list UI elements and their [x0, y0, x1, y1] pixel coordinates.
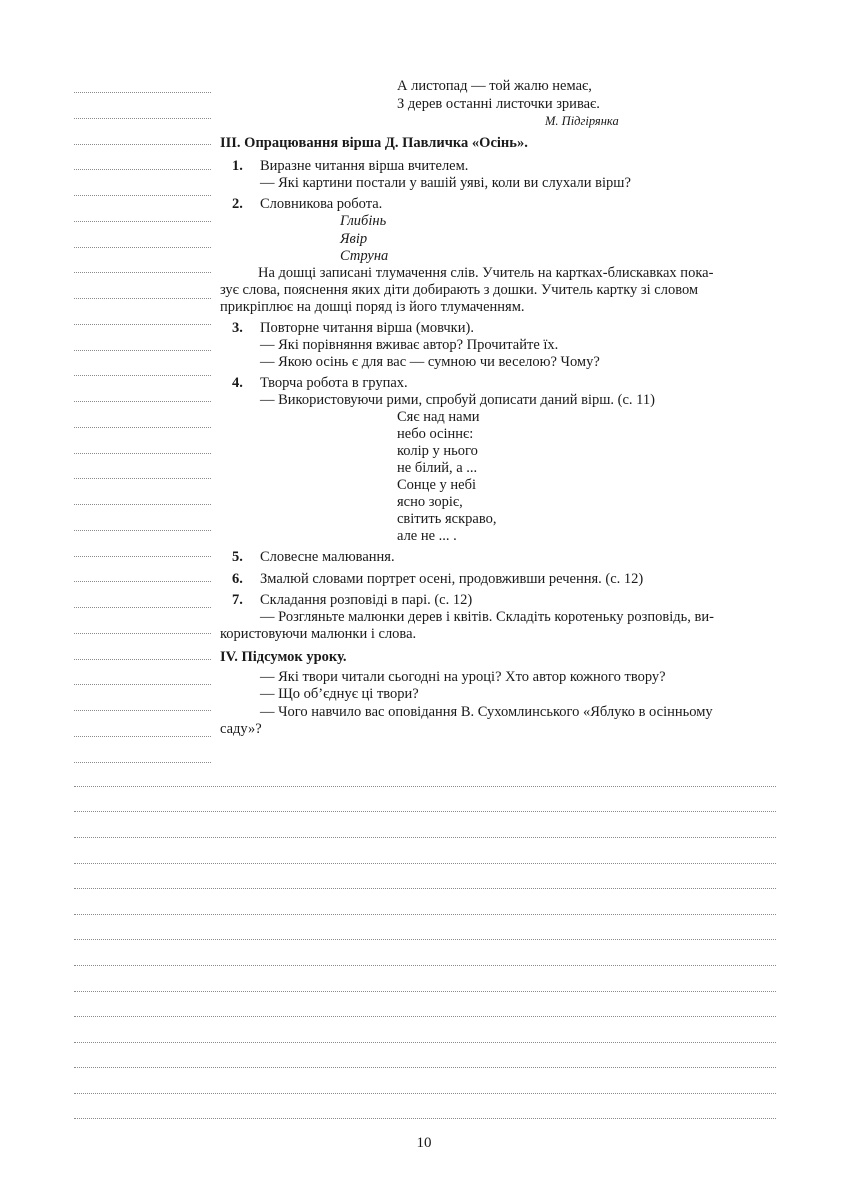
margin-line — [74, 247, 211, 248]
poem-line: ясно зоріє, — [397, 494, 463, 510]
item-number: 2. — [232, 196, 243, 212]
poem-line: Сяє над нами — [397, 409, 480, 425]
margin-line — [74, 453, 211, 454]
margin-line — [74, 504, 211, 505]
margin-line — [74, 530, 211, 531]
item-7-title: Складання розповіді в парі. (с. 12) — [260, 592, 473, 608]
vocab-paragraph-line: зує слова, пояснення яких діти добирають з дошки. Учитель картку зі словом — [220, 282, 699, 298]
vocab-word: Струна — [340, 248, 389, 264]
item-number: 7. — [232, 592, 243, 608]
note-line — [74, 837, 776, 838]
summary-line: — Що об’єднує ці твори? — [260, 686, 419, 702]
margin-line — [74, 401, 211, 402]
margin-line — [74, 478, 211, 479]
note-line — [74, 811, 776, 812]
note-line — [74, 991, 776, 992]
item-3-title: Повторне читання вірша (мовчки). — [260, 320, 474, 336]
item-number: 3. — [232, 320, 243, 336]
item-4-line: — Використовуючи рими, спробуй дописати даний вірш. (с. 11) — [260, 392, 655, 408]
item-3-line: — Якою осінь є для вас — сумною чи веселою? Чому? — [260, 354, 600, 370]
margin-line — [74, 195, 211, 196]
margin-line — [74, 762, 211, 763]
poem-intro-line-2: З дерев останні листочки зриває. — [397, 96, 600, 112]
vocab-word: Явір — [340, 231, 368, 247]
poem-line: колір у нього — [397, 443, 478, 459]
item-number: 5. — [232, 549, 243, 565]
poem-line: небо осіннє: — [397, 426, 474, 442]
margin-line — [74, 556, 211, 557]
margin-line — [74, 350, 211, 351]
item-number: 4. — [232, 375, 243, 391]
margin-line — [74, 324, 211, 325]
margin-line — [74, 298, 211, 299]
margin-line — [74, 710, 211, 711]
margin-line — [74, 118, 211, 119]
item-number: 6. — [232, 571, 243, 587]
margin-line — [74, 169, 211, 170]
margin-line — [74, 272, 211, 273]
margin-line — [74, 427, 211, 428]
summary-line: — Чого навчило вас оповідання В. Сухомлинського «Яблуко в осінньому — [260, 704, 713, 720]
margin-line — [74, 659, 211, 660]
item-2-title: Словникова робота. — [260, 196, 383, 212]
vocab-paragraph-line: На дошці записані тлумачення слів. Учитель на картках-блискавках пока- — [258, 265, 714, 281]
margin-line — [74, 684, 211, 685]
item-1-title: Виразне читання вірша вчителем. — [260, 158, 469, 174]
margin-line — [74, 144, 211, 145]
margin-line — [74, 92, 211, 93]
note-line — [74, 914, 776, 915]
vocab-word: Глибінь — [340, 213, 387, 229]
poem-intro-line-1: А листопад — той жалю немає, — [397, 78, 592, 94]
vocab-paragraph-line: прикріплює на дошці поряд із його тлумаченням. — [220, 299, 525, 315]
note-line — [74, 1118, 776, 1119]
section-3-heading: ІІІ. Опрацювання вірша Д. Павличка «Осінь». — [220, 135, 528, 151]
item-number: 1. — [232, 158, 243, 174]
poem-line: Сонце у небі — [397, 477, 476, 493]
item-6-title: Змалюй словами портрет осені, продовживши речення. (с. 12) — [260, 571, 644, 587]
poem-line: світить яскраво, — [397, 511, 497, 527]
margin-line — [74, 221, 211, 222]
poem-intro-author: М. Підгірянка — [545, 114, 619, 128]
item-7-line: — Розгляньте малюнки дерев і квітів. Складіть коротеньку розповідь, ви- — [260, 609, 714, 625]
note-line — [74, 888, 776, 889]
margin-line — [74, 736, 211, 737]
item-7-line: користовуючи малюнки і слова. — [220, 626, 417, 642]
item-4-title: Творча робота в групах. — [260, 375, 408, 391]
note-line — [74, 863, 776, 864]
poem-line: але не ... . — [397, 528, 457, 544]
page-number: 10 — [416, 1135, 432, 1151]
margin-line — [74, 607, 211, 608]
note-line — [74, 1016, 776, 1017]
note-line — [74, 965, 776, 966]
item-3-line: — Які порівняння вживає автор? Прочитайте їх. — [260, 337, 559, 353]
summary-line: — Які твори читали сьогодні на уроці? Хто автор кожного твору? — [260, 669, 666, 685]
note-line — [74, 786, 776, 787]
note-line — [74, 939, 776, 940]
margin-line — [74, 581, 211, 582]
margin-line — [74, 633, 211, 634]
poem-line: не білий, а ... — [397, 460, 478, 476]
section-4-heading: IV. Підсумок уроку. — [220, 649, 347, 665]
item-1-line: — Які картини постали у вашій уяві, коли ви слухали вірш? — [260, 175, 631, 191]
margin-line — [74, 375, 211, 376]
item-5-title: Словесне малювання. — [260, 549, 395, 565]
summary-line: саду»? — [220, 721, 262, 737]
note-line — [74, 1042, 776, 1043]
note-line — [74, 1093, 776, 1094]
note-line — [74, 1067, 776, 1068]
